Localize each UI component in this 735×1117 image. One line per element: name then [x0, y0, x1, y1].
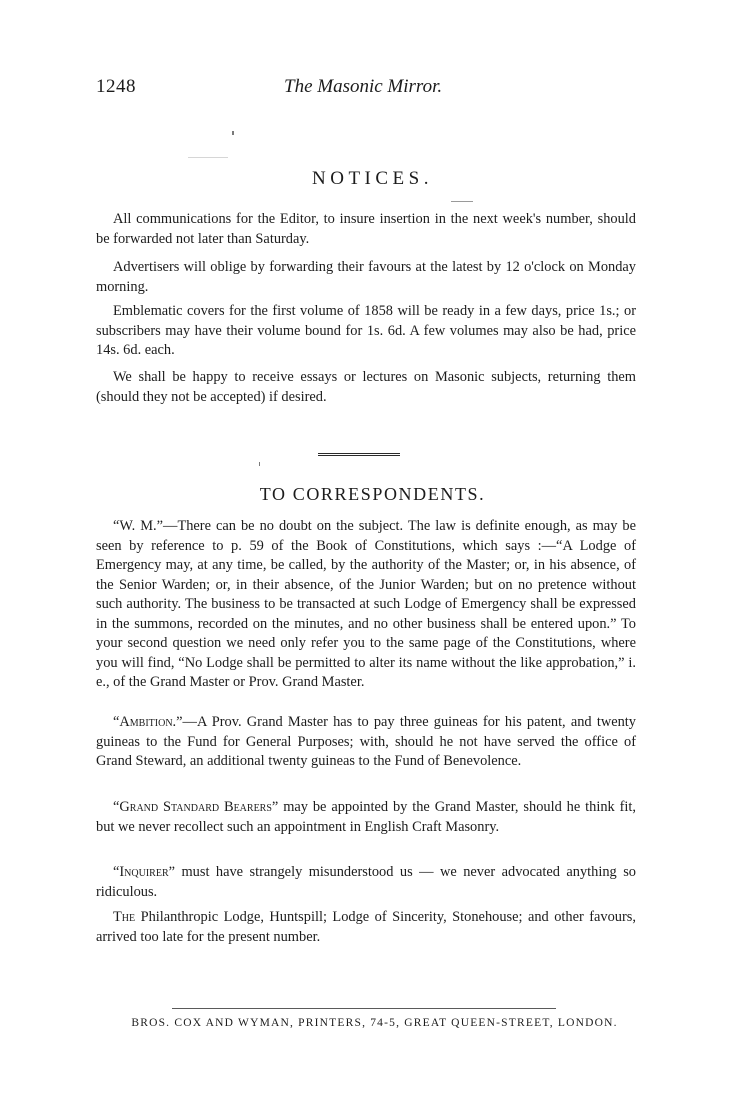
correspondent-entry: [96, 908, 636, 947]
notice-paragraph: Emblematic covers for the first volume of 1858 will be ready in a few days, price 1s.; or subscribers may have their volume bound for 1s. 6d. A few volumes may also be had, price 14s. 6d. each.: [96, 303, 636, 358]
printer-imprint: BROS. COX AND WYMAN, PRINTERS, 74-5, GREAT QUEEN-STREET, LONDON.: [131, 1017, 618, 1029]
correspondent-entry: [96, 713, 636, 772]
section-divider: [318, 453, 400, 456]
faint-rule: [188, 157, 228, 158]
notice-paragraph: Advertisers will oblige by forwarding their favours at the latest by 12 o'clock on Monday morning.: [96, 259, 636, 295]
page-header: [0, 76, 735, 100]
correspondent-entry: [96, 798, 636, 837]
print-speck: [259, 462, 260, 466]
correspondent-label: “Inquirer”: [113, 864, 176, 880]
print-speck: [232, 131, 234, 135]
correspondent-label: The: [113, 909, 136, 925]
correspondent-entry: [96, 863, 636, 902]
correspondent-text: —A Prov. Grand Master has to pay three guineas for his patent, and twenty guineas to the Fund for General Purposes; with, should he not have served the office of Grand Steward, an additional twenty guineas to the Fund of Benevolence.: [96, 714, 636, 769]
notices-heading: NOTICES.: [312, 168, 433, 189]
correspondent-label: “Grand Standard Bearers”: [113, 799, 279, 815]
correspondent-label: “W. M.”: [113, 518, 164, 534]
correspondent-text: Philanthropic Lodge, Huntspill; Lodge of Sincerity, Stonehouse; and other favours, arrived too late for the present number.: [96, 909, 636, 945]
correspondents-heading: TO CORRESPONDENTS.: [259, 484, 486, 504]
heading-underline: [451, 201, 473, 202]
running-title: The Masonic Mirror.: [284, 76, 443, 97]
correspondent-entry: [96, 517, 636, 693]
correspondent-text: may be appointed by the Grand Master, should he think fit, but we never recollect such an appointment in English Craft Masonry.: [96, 799, 636, 835]
correspondent-label: “Ambition.”: [113, 714, 183, 730]
footer-rule: [172, 1008, 556, 1009]
correspondent-text: must have strangely misunderstood us — we never advocated anything so ridiculous.: [96, 864, 636, 900]
correspondent-text: —There can be no doubt on the subject. The law is definite enough, as may be seen by reference to p. 59 of the Book of Constitutions, which says :—“A Lodge of Emergency may, at any time, be called, by the authority of the Master; or, in his absence, of the Senior Warden; or, in their absence, of the Junior Warden; but on no pretence without such authority. The business to be transacted at such Lodge of Emergency shall be expressed in the summons, recorded on the minutes, and no other business shall be entered upon.” To your second question we need only refer you to the same page of the Constitutions, where you will find, “No Lodge shall be permitted to alter its name without the like approbation,” i. e., of the Grand Master or Prov. Grand Master.: [96, 518, 636, 690]
notice-paragraph: We shall be happy to receive essays or lectures on Masonic subjects, returning them (should they not be accepted) if desired.: [96, 369, 636, 405]
page-number: 1248: [96, 76, 136, 97]
notice-paragraph: All communications for the Editor, to insure insertion in the next week's number, should be forwarded not later than Saturday.: [96, 211, 636, 247]
